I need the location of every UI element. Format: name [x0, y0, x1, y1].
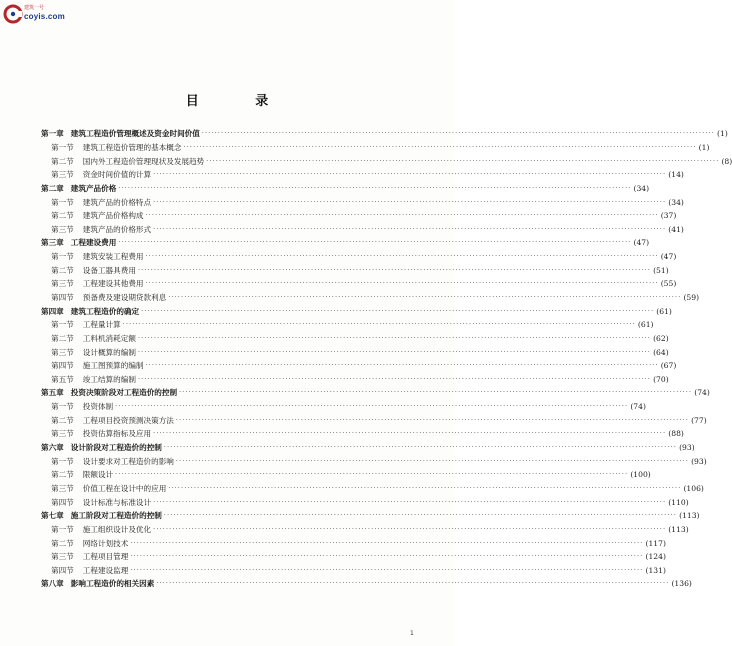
toc-entry-title: 施工图预算的编制 — [82, 361, 144, 371]
toc-entry-page: (8) — [721, 156, 732, 166]
toc-section-entry[interactable] — [41, 400, 646, 414]
toc-entry-page: (117) — [645, 538, 666, 548]
toc-entry-page: (1) — [698, 142, 710, 152]
toc-leader-dots: ································································································································································ — [153, 498, 667, 506]
toc-entry-page: (47) — [660, 252, 677, 262]
toc-entry-number: 第二节 — [51, 333, 74, 343]
toc-entry-page: (113) — [679, 511, 700, 521]
toc-entry-number: 第一节 — [51, 320, 74, 330]
toc-entry-page: (59) — [683, 293, 700, 302]
toc-entry-title: 资金时间价值的计算 — [82, 170, 152, 180]
toc-entry-title: 工程项目管理 — [82, 552, 129, 562]
toc-leader-dots: ································································································································································ — [118, 184, 632, 192]
toc-entry-page: (41) — [668, 224, 684, 234]
toc-leader-dots: ································································································································································ — [163, 512, 678, 520]
toc-section-entry[interactable] — [41, 195, 684, 209]
toc-entry-title: 建筑工程造价的确定 — [70, 306, 140, 316]
toc-entry-number: 第三节 — [51, 279, 74, 289]
toc-chapter-entry[interactable] — [41, 127, 728, 141]
toc-entry-number: 第四节 — [51, 497, 74, 507]
toc-entry-page: (77) — [691, 415, 707, 425]
toc-entry-title: 竣工结算的编制 — [82, 374, 136, 384]
toc-entry-page: (106) — [683, 483, 704, 493]
toc-entry-title: 影响工程造价的相关因素 — [70, 579, 155, 589]
toc-entry-title: 工程项目投资预测决策方法 — [82, 415, 174, 425]
toc-entry-page: (74) — [694, 388, 710, 398]
site-logo[interactable] — [4, 4, 84, 26]
toc-entry-number: 第一节 — [51, 402, 74, 412]
toc-leader-dots: ································································································································································ — [130, 566, 644, 574]
toc-section-entry[interactable] — [41, 359, 677, 373]
toc-leader-dots: ································································································································································ — [168, 484, 682, 492]
toc-section-entry[interactable] — [41, 427, 684, 441]
toc-entry-title: 建筑产品价格构成 — [82, 211, 144, 221]
toc-entry-title: 限额设计 — [82, 470, 114, 480]
toc-leader-dots: ································································································································································ — [153, 171, 667, 179]
toc-entry-number: 第三节 — [51, 224, 74, 234]
toc-entry-title: 设计概算的编制 — [82, 347, 136, 357]
toc-entry-page: (74) — [630, 402, 646, 412]
page-corner-mark: 1 — [410, 630, 414, 637]
toc-entry-page: (93) — [679, 443, 695, 453]
toc-chapter-entry[interactable] — [41, 509, 700, 523]
toc-entry-title: 工程量计算 — [82, 320, 121, 330]
toc-entry-number: 第二节 — [51, 265, 74, 275]
toc-entry-number: 第二节 — [51, 156, 74, 166]
toc-entry-title: 建筑产品的价格形式 — [82, 224, 152, 234]
toc-leader-dots: ································································································································································ — [145, 280, 659, 288]
toc-entry-number: 第三节 — [51, 429, 74, 439]
toc-leader-dots: ································································································································································ — [118, 239, 632, 247]
toc-entry-number: 第二节 — [51, 470, 74, 480]
toc-leader-dots: ································································································································································ — [145, 362, 659, 370]
toc-entry-number: 第四节 — [51, 293, 74, 302]
toc-entry-number: 第六章 — [41, 443, 64, 453]
toc-entry-title: 设备工器具费用 — [82, 265, 136, 275]
toc-entry-title: 国内外工程造价管理现状及发展趋势 — [82, 156, 205, 166]
toc-section-entry[interactable] — [41, 222, 684, 236]
toc-section-entry[interactable] — [41, 291, 700, 305]
toc-section-entry[interactable] — [41, 550, 666, 564]
toc-leader-dots: ································································································································································ — [183, 143, 697, 151]
toc-entry-number: 第三章 — [41, 238, 64, 248]
toc-entry-page: (47) — [633, 238, 650, 248]
toc-section-entry[interactable] — [41, 263, 669, 277]
toc-leader-dots: ································································································································································ — [153, 430, 667, 438]
toc-entry-title: 工程建设费用 — [70, 238, 117, 248]
toc-leader-dots: ································································································································································ — [122, 321, 636, 329]
toc-chapter-entry[interactable] — [41, 441, 695, 455]
logo-c-icon — [4, 5, 22, 23]
toc-section-entry[interactable] — [41, 141, 710, 155]
toc-leader-dots: ································································································································································ — [201, 130, 716, 138]
toc-entry-title: 设计要求对工程造价的影响 — [82, 456, 174, 466]
toc-entry-number: 第一节 — [51, 252, 74, 262]
table-of-contents — [41, 127, 732, 591]
toc-leader-dots: ································································································································································ — [145, 253, 659, 261]
toc-entry-title: 施工阶段对工程造价的控制 — [70, 511, 162, 521]
toc-entry-title: 工程建设其他费用 — [82, 279, 144, 289]
toc-entry-page: (67) — [660, 361, 677, 371]
toc-leader-dots: ································································································································································ — [179, 389, 693, 397]
toc-leader-dots: ································································································································································ — [206, 157, 720, 165]
toc-entry-number: 第二节 — [51, 211, 74, 221]
logo-site-text: coyis.com — [24, 12, 65, 21]
page-title: 目 录 — [185, 94, 295, 109]
toc-entry-number: 第三节 — [51, 552, 74, 562]
toc-entry-page: (62) — [653, 333, 669, 343]
toc-entry-number: 第一节 — [51, 456, 74, 466]
toc-entry-number: 第五章 — [41, 388, 64, 398]
toc-section-entry[interactable] — [41, 154, 732, 168]
toc-entry-page: (88) — [668, 429, 684, 439]
toc-leader-dots: ································································································································································ — [175, 457, 690, 465]
toc-section-entry[interactable] — [41, 250, 677, 264]
toc-entry-page: (61) — [656, 306, 672, 316]
toc-section-entry[interactable] — [41, 564, 666, 578]
toc-chapter-entry[interactable] — [41, 577, 692, 591]
toc-entry-number: 第一节 — [51, 142, 74, 152]
toc-section-entry[interactable] — [41, 318, 654, 332]
toc-leader-dots: ································································································································································ — [175, 416, 690, 424]
toc-entry-page: (51) — [653, 265, 669, 275]
toc-leader-dots: ································································································································································ — [115, 471, 629, 479]
toc-entry-title: 建筑产品价格 — [70, 183, 117, 193]
toc-leader-dots: ································································································································································ — [168, 294, 682, 301]
toc-section-entry[interactable] — [41, 332, 669, 346]
toc-chapter-entry[interactable] — [41, 304, 672, 318]
toc-section-entry[interactable] — [41, 468, 651, 482]
toc-entry-number: 第一节 — [51, 197, 74, 207]
toc-chapter-entry[interactable] — [41, 386, 710, 400]
toc-section-entry[interactable] — [41, 209, 677, 223]
toc-section-entry[interactable] — [41, 373, 669, 387]
toc-section-entry[interactable] — [41, 523, 689, 537]
toc-entry-page: (61) — [637, 320, 654, 330]
toc-entry-page: (64) — [653, 347, 669, 357]
toc-leader-dots: ································································································································································ — [145, 212, 659, 220]
toc-leader-dots: ································································································································································ — [115, 403, 629, 411]
toc-entry-number: 第二节 — [51, 538, 74, 548]
toc-leader-dots: ································································································································································ — [156, 580, 670, 588]
toc-leader-dots: ································································································································································ — [130, 539, 644, 547]
toc-entry-title: 施工组织设计及优化 — [82, 524, 152, 534]
toc-leader-dots: ································································································································································ — [137, 334, 652, 342]
toc-entry-number: 第三节 — [51, 347, 74, 357]
toc-leader-dots: ································································································································································ — [141, 307, 655, 315]
toc-entry-page: (100) — [630, 470, 651, 480]
toc-section-entry[interactable] — [41, 413, 707, 427]
toc-entry-title: 投资决策阶段对工程造价的控制 — [70, 388, 178, 398]
toc-entry-number: 第八章 — [41, 579, 64, 589]
toc-entry-page: (1) — [717, 129, 728, 139]
toc-entry-page: (136) — [671, 579, 692, 589]
toc-chapter-entry[interactable] — [41, 236, 650, 250]
toc-entry-title: 设计标准与标准设计 — [82, 497, 152, 507]
toc-leader-dots: ································································································································································ — [137, 266, 652, 274]
toc-entry-title: 建筑工程造价管理的基本概念 — [82, 142, 182, 152]
toc-entry-title: 投资估算指标及应用 — [82, 429, 152, 439]
toc-entry-number: 第三节 — [51, 483, 74, 493]
toc-entry-title: 工料机消耗定额 — [82, 333, 136, 343]
toc-leader-dots: ································································································································································ — [163, 444, 678, 452]
toc-entry-number: 第四章 — [41, 306, 64, 316]
logo-brand-text: 建筑一号 — [24, 5, 45, 11]
toc-entry-number: 第三节 — [51, 170, 74, 180]
toc-entry-title: 投资体制 — [82, 402, 114, 412]
toc-entry-number: 第二章 — [41, 183, 64, 193]
toc-entry-page: (124) — [645, 552, 666, 562]
toc-entry-title: 建筑产品的价格特点 — [82, 197, 152, 207]
toc-entry-page: (14) — [668, 170, 684, 180]
toc-entry-number: 第七章 — [41, 511, 64, 521]
toc-leader-dots: ································································································································································ — [153, 198, 667, 206]
toc-entry-page: (37) — [660, 211, 677, 221]
toc-entry-page: (34) — [633, 183, 650, 193]
toc-leader-dots: ································································································································································ — [153, 525, 667, 533]
toc-section-entry[interactable] — [41, 277, 677, 291]
toc-entry-page: (93) — [691, 456, 707, 466]
toc-section-entry[interactable] — [41, 345, 669, 359]
toc-entry-number: 第一章 — [41, 129, 64, 139]
toc-entry-title: 价值工程在设计中的应用 — [82, 483, 167, 493]
toc-section-entry[interactable] — [41, 536, 666, 550]
toc-section-entry[interactable] — [41, 482, 704, 496]
toc-section-entry[interactable] — [41, 495, 689, 509]
toc-chapter-entry[interactable] — [41, 182, 650, 196]
toc-leader-dots: ································································································································································ — [153, 225, 667, 233]
toc-entry-title: 设计阶段对工程造价的控制 — [70, 443, 162, 453]
toc-entry-page: (70) — [653, 374, 669, 384]
toc-entry-page: (113) — [668, 524, 689, 534]
toc-entry-title: 建筑工程造价管理概述及资金时间价值 — [70, 129, 200, 139]
toc-entry-number: 第四节 — [51, 361, 74, 371]
toc-entry-page: (131) — [645, 565, 666, 575]
toc-entry-number: 第四节 — [51, 565, 74, 575]
toc-leader-dots: ································································································································································ — [130, 553, 644, 561]
toc-entry-number: 第五节 — [51, 374, 74, 384]
toc-entry-title: 网络计划技术 — [82, 538, 129, 548]
toc-entry-title: 工程建设监理 — [82, 565, 129, 575]
toc-entry-title: 预备费及建设期贷款利息 — [82, 293, 167, 302]
toc-leader-dots: ································································································································································ — [137, 348, 652, 356]
toc-entry-page: (55) — [660, 279, 677, 289]
toc-entry-number: 第二节 — [51, 415, 74, 425]
toc-entry-page: (34) — [668, 197, 684, 207]
toc-section-entry[interactable] — [41, 168, 684, 182]
toc-entry-title: 建筑安装工程费用 — [82, 252, 144, 262]
toc-entry-number: 第一节 — [51, 524, 74, 534]
toc-leader-dots: ································································································································································ — [137, 375, 652, 383]
toc-section-entry[interactable] — [41, 454, 707, 468]
toc-entry-page: (110) — [668, 497, 689, 507]
